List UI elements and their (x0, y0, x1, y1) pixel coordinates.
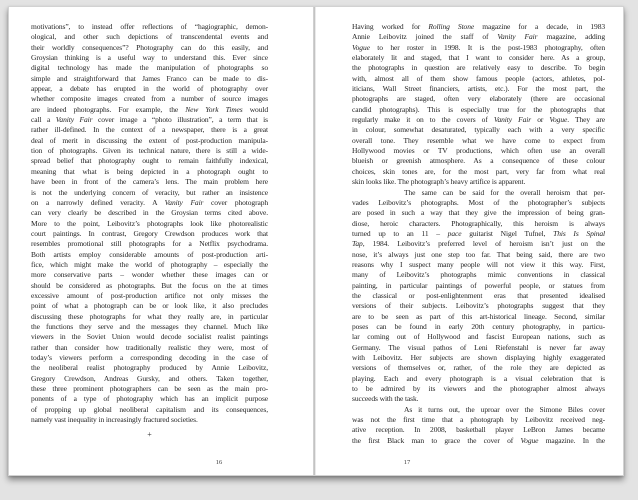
text-line: elaborately lit and staged, that I want to consider here. As a group, (352, 53, 605, 63)
right-text-column (352, 22, 605, 446)
text-line: vades Leibovitz’s photographs. Most of the photographer’s subjects (352, 197, 605, 207)
text-line: are to be seen as part of this art-historical lineage. Second, similar (352, 311, 605, 321)
text-line: nose, it’s always just one step too far. That being said, there are two (352, 249, 605, 259)
text-line: was not the first time that a photograph by Leibovitz received neg- (352, 415, 605, 425)
text-line: resembles promotional still photographs for a Netflix psychodrama. (31, 239, 268, 249)
text-line: call a Vanity Fair cover image a “photo illustration”, a term that is (31, 115, 268, 125)
text-line: painting, in particular paintings of powerful people, or statues from (352, 280, 605, 290)
text-line: ponents of a type of photography which has an implicit purpose (31, 394, 268, 404)
text-line: digital technology has made the manipulation of photographs so (31, 63, 268, 73)
text-line: should be considered as photographs. But the focus on the at times (31, 280, 268, 290)
text-line: tion of photographs. Given its technical nature, there is still a wide- (31, 146, 268, 156)
text-line: skin looks like. The photograph’s heavy artifice is apparent. (352, 177, 526, 187)
text-line: in colour, somewhat desaturated, typically each with a very specific (352, 125, 605, 135)
text-line: Vogue to her roster in 1998. It is the post-1983 photography, often (352, 42, 605, 52)
text-line: the neoliberal realist photography produced by Annie Leibovitz, (31, 363, 268, 373)
text-line: their worldly consequences”? Photography can do this easily, and (31, 42, 268, 52)
page-number-right: 17 (403, 459, 411, 466)
text-line: to be admired by its viewers and the photographer almost always (352, 384, 605, 394)
text-line: simple and straightforward that James Franco can be made to dis- (31, 73, 268, 83)
text-line: Germany. The visual pathos of Leni Riefenstahl is never far away (352, 342, 605, 352)
book-spread (8, 6, 624, 476)
text-line: spread belief that photography ought to remain faithfully indexical, (31, 156, 268, 166)
text-line: have been in front of the camera’s lens. The main problem here (31, 177, 268, 187)
text-line: Annie Leibovitz joined the staff of Vanity Fair magazine, adding (352, 32, 605, 42)
text-line: rather ill-defined. In the context of a newspaper, there is a great (31, 125, 268, 135)
left-text-column (31, 22, 268, 425)
section-divider: + (147, 430, 152, 439)
text-line: rather than consider how traditionally realistic they were, most of (31, 342, 268, 352)
text-line: more conservative parts – wonder whether these images can or (31, 270, 268, 280)
text-line: with Leibovitz. Her subjects are shown displaying highly exaggerated (352, 353, 605, 362)
text-line: on a narrowly defined veracity. A Vanity Fair cover photograph (31, 197, 268, 207)
text-line: the first Black man to grace the cover of Vogue magazine. In the (352, 435, 605, 445)
text-line: viewers in the Soviet Union would decode socialist realist paintings (31, 332, 268, 342)
text-line: the classical or post-enlightenment eras that presented idealised (352, 290, 605, 300)
text-line: blueish or greenish atmosphere. As a consequence of these colour (352, 156, 605, 166)
text-line: Tap, 1984. Leibovitz’s preferred level of heroism isn’t just on the (352, 239, 605, 249)
text-line: discussing these photographs for what they really are, in particular (31, 311, 268, 321)
text-line: excessive amount of post-production artifice not only misses the (31, 290, 268, 300)
text-line: poses can be found in early 20th century photography, in particu- (352, 321, 605, 331)
text-line: candid photographs). This is especially true for the photographs that (352, 104, 605, 114)
text-line: lar coming out of Hollywood and fascist European nations, such as (352, 332, 605, 342)
text-line: today’s viewers perform a corresponding decoding in the case of (31, 353, 268, 362)
text-line: are indeed photographs. For example, the New York Times would (31, 104, 268, 114)
text-line: photographs are staged, often very elaborately (there are occasional (352, 94, 605, 104)
text-line: Both artists employ considerable amounts of post-production arti- (31, 249, 268, 259)
text-line: ological, and other such depictions of transcendental events and (31, 32, 268, 42)
text-line: with, almost all of them show famous people (actors, athletes, pol- (352, 73, 605, 83)
text-line: As it turns out, the uproar over the Simone Biles cover (404, 404, 605, 414)
text-line: Hollywood movies or TV productions, which often use an overall (352, 146, 605, 156)
text-line: the photographs in question are relatively easy to describe. To begin (352, 63, 605, 73)
text-line: regularly make it on to the covers of Vanity Fair or Vogue. They are (352, 115, 605, 125)
text-line: namely vast inequality in increasingly fractured societies. (31, 415, 198, 425)
text-line: the functions they serve and the messages they channel. Much like (31, 321, 268, 331)
text-line: whether composite images created from a number of source images (31, 94, 268, 104)
text-line: The same can be said for the overall heroism that per- (404, 187, 605, 197)
right-page (316, 7, 623, 475)
text-line: court paintings. In contrast, Gregory Crewdson produces work that (31, 228, 268, 238)
text-line: versions of their subjects. Leibovitz’s photographs suggest that they (352, 301, 605, 311)
text-line: meaning that what is being depicted in a photograph ought to (31, 166, 268, 176)
text-line: diose, heroic characters. Photographically, this heroism is always (352, 218, 605, 228)
text-line: appear, a debate has erupted in the world of photography over (31, 84, 268, 94)
text-line: point of what a photograph can be or look like, it also precludes (31, 301, 268, 311)
text-line: turned up to an 11 – pace guitarist Nigel Tufnel, This Is Spinal (352, 228, 605, 238)
text-line: these three prominent photographers can be seen as the main pro- (31, 384, 268, 394)
text-line: ative reception. In 2008, basketball player LeBron James became (352, 425, 605, 435)
text-line: can very clearly be described in the Groysian terms cited above. (31, 208, 268, 218)
text-line: overall tone. They resemble what we have come to expect from (352, 135, 605, 145)
text-line: many of Leibovitz’s photographs mimic conventions in classical (352, 270, 605, 280)
text-line: fice, which might make the world of photography – especially the (31, 259, 268, 269)
text-line: motivations”, to instead offer reflections of “hagiographic, demon- (31, 22, 268, 31)
text-line: of propping up global neoliberal capitalism and its consequences, (31, 404, 268, 414)
text-line: iticians, Wall Street financiers, artists, etc.). For the most part, the (352, 84, 605, 94)
page-number-left: 16 (215, 459, 223, 466)
left-page (9, 7, 313, 475)
text-line: reasons why I suspect many people will not view it this way. First, (352, 259, 605, 269)
text-line: Having worked for Rolling Stone magazine for a decade, in 1983 (352, 22, 605, 31)
text-line: deal of merit in discussing the extent of post-production manipula- (31, 135, 268, 145)
text-line: choices, skin tones are, for the most part, very far from what real (352, 166, 605, 176)
text-line: is not the underlying concern of veracity, but rather an insistence (31, 187, 268, 197)
text-line: versions of themselves or, rather, of the role they are depicted as (352, 363, 605, 373)
text-line: succeeds with the task. (352, 394, 419, 404)
text-line: Gregory Crewdson, Andreas Gursky, and others. Taken together, (31, 373, 268, 383)
text-line: playing. Each and every photograph is a visual celebration that is (352, 373, 605, 383)
text-line: are posed in such a way that they give the impression of being gran- (352, 208, 605, 218)
text-line: Groysian thinking is a useful way to understand this. Ever since (31, 53, 268, 63)
text-line: More to the point, Leibovitz’s photographs look like photorealistic (31, 218, 268, 228)
